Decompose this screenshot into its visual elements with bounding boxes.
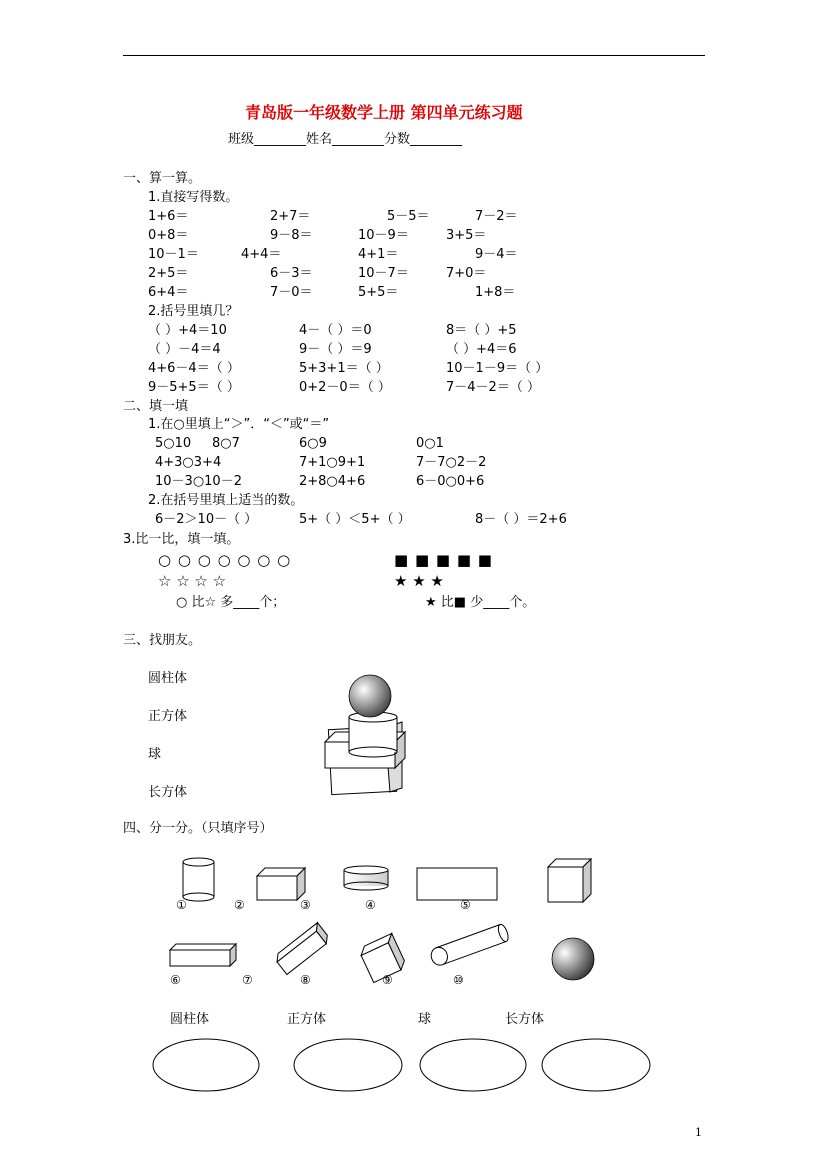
equation: 8＝（ ）+5 bbox=[446, 323, 517, 338]
page-number: 1 bbox=[695, 1126, 702, 1139]
equation: 2+5＝ bbox=[148, 266, 189, 281]
compare-item: 6－0○0+6 bbox=[416, 474, 485, 489]
question: ★ 比■ 少____个。 bbox=[425, 595, 536, 610]
cylinder-shape-10 bbox=[429, 923, 510, 967]
equation: 9－（ ）＝9 bbox=[299, 342, 372, 357]
category-label: 圆柱体 bbox=[170, 1012, 210, 1027]
shape-number: ⑩ bbox=[453, 973, 464, 987]
answer-oval-cube bbox=[294, 1039, 402, 1091]
equation: 10－1＝ bbox=[148, 247, 199, 262]
equation: 10－1－9＝（ ） bbox=[446, 361, 549, 376]
equation: 3+5＝ bbox=[446, 228, 487, 243]
cylinder-shape-1 bbox=[183, 858, 214, 901]
compare-item: 2+8○4+6 bbox=[299, 474, 366, 489]
equation: 7－2＝ bbox=[475, 209, 518, 224]
category-label: 长方体 bbox=[505, 1012, 545, 1027]
page-title: 青岛版一年级数学上册 第四单元练习题 bbox=[245, 103, 523, 122]
shape-name: 球 bbox=[148, 747, 162, 762]
shape-number: ③ bbox=[300, 898, 311, 912]
equation: （ ）+4＝6 bbox=[446, 342, 517, 357]
fill-item: 6－2＞10－（ ） bbox=[155, 512, 258, 527]
compare-item: 7－7○2－2 bbox=[416, 455, 487, 470]
subsection-heading: 2.括号里填几？ bbox=[148, 304, 239, 319]
equation: 7－0＝ bbox=[270, 285, 313, 300]
cuboid-shape-2 bbox=[257, 868, 305, 900]
equation: 4+4＝ bbox=[241, 247, 282, 262]
compare-item: 10－3○10－2 bbox=[155, 474, 242, 489]
equation: 7+0＝ bbox=[446, 266, 487, 281]
black-stars-row: ★ ★ ★ bbox=[394, 572, 444, 590]
question: ○ 比☆ 多____个； bbox=[176, 595, 286, 610]
shape-number: ⑤ bbox=[460, 898, 471, 912]
shape-number: ⑧ bbox=[300, 973, 311, 987]
solids-figure bbox=[150, 852, 610, 992]
compare-item: 8○7 bbox=[212, 436, 240, 451]
equation: 9－4＝ bbox=[475, 247, 518, 262]
squares-row: ■ ■ ■ ■ ■ bbox=[394, 551, 493, 569]
equation: 4+1＝ bbox=[358, 247, 399, 262]
equation: 4－（ ）＝0 bbox=[299, 323, 372, 338]
cylinder-shape-4 bbox=[344, 866, 388, 890]
equation: 6－3＝ bbox=[270, 266, 313, 281]
subsection-heading: 1.在○里填上“＞”．“＜”或“＝” bbox=[148, 417, 330, 432]
white-stars-row: ☆ ☆ ☆ ☆ bbox=[158, 572, 227, 590]
section-heading: 二、填一填 bbox=[123, 399, 189, 414]
cuboid-shape-6 bbox=[170, 944, 236, 966]
category-label: 球 bbox=[418, 1012, 432, 1027]
section-heading: 一、算一算。 bbox=[123, 171, 202, 186]
shape-number: ① bbox=[176, 898, 187, 912]
shape-name: 圆柱体 bbox=[148, 671, 188, 686]
cuboid-shape-5 bbox=[417, 868, 497, 900]
subsection-heading: 1.直接写得数。 bbox=[148, 190, 239, 205]
equation: 10－7＝ bbox=[358, 266, 409, 281]
student-info-line: 班级________姓名________分数________ bbox=[228, 132, 463, 147]
equation: 4+6－4＝（ ） bbox=[148, 361, 240, 376]
equation: （ ）－4＝4 bbox=[148, 342, 221, 357]
section-heading: 三、找朋友。 bbox=[123, 633, 202, 648]
compare-item: 7+1○9+1 bbox=[299, 455, 366, 470]
shape-number: ⑦ bbox=[242, 973, 253, 987]
shape-number: ⑥ bbox=[170, 973, 181, 987]
cube-shape bbox=[548, 859, 591, 902]
cuboid-shape-8 bbox=[273, 923, 331, 975]
compare-item: 4+3○3+4 bbox=[155, 455, 222, 470]
equation: 0+2－0＝（ ） bbox=[299, 380, 391, 395]
fill-item: 8－（ ）＝2+6 bbox=[475, 512, 567, 527]
subsection-heading: 2.在括号里填上适当的数。 bbox=[148, 493, 304, 508]
sphere-shape bbox=[552, 938, 594, 980]
equation: 9－8＝ bbox=[270, 228, 313, 243]
answer-oval-cylinder bbox=[153, 1039, 259, 1091]
equation: 10－9＝ bbox=[358, 228, 409, 243]
equation: 2+7＝ bbox=[270, 209, 311, 224]
shape-number: ④ bbox=[365, 898, 376, 912]
shape-name: 正方体 bbox=[148, 709, 188, 724]
answer-oval-sphere bbox=[420, 1039, 526, 1091]
compare-item: 6○9 bbox=[299, 436, 327, 451]
equation: 1+8＝ bbox=[475, 285, 516, 300]
circles-row: ○ ○ ○ ○ ○ ○ ○ bbox=[158, 551, 292, 569]
shape-number: ② bbox=[234, 898, 245, 912]
equation: 5+3+1＝（ ） bbox=[299, 361, 389, 376]
equation: 9－5+5＝（ ） bbox=[148, 380, 240, 395]
answer-oval-cuboid bbox=[542, 1039, 650, 1091]
equation: 1+6＝ bbox=[148, 209, 189, 224]
stacked-shapes-figure bbox=[320, 670, 415, 800]
section-heading: 四、分一分。（只填序号） bbox=[123, 821, 273, 836]
category-label: 正方体 bbox=[287, 1012, 327, 1027]
equation: 6+4＝ bbox=[148, 285, 189, 300]
compare-item: 5○10 bbox=[155, 436, 192, 451]
shape-number: ⑨ bbox=[382, 973, 393, 987]
top-rule bbox=[123, 55, 705, 56]
equation: 7－4－2＝（ ） bbox=[446, 380, 540, 395]
equation: 0+8＝ bbox=[148, 228, 189, 243]
compare-item: 0○1 bbox=[416, 436, 444, 451]
answer-ovals bbox=[150, 1036, 660, 1096]
equation: 5+5＝ bbox=[358, 285, 399, 300]
section-heading: 3.比一比，填一填。 bbox=[123, 532, 240, 547]
fill-item: 5+（ ）＜5+（ ） bbox=[299, 512, 411, 527]
equation: 5－5＝ bbox=[387, 209, 430, 224]
shape-name: 长方体 bbox=[148, 785, 188, 800]
equation: （ ）+4＝10 bbox=[148, 323, 227, 338]
